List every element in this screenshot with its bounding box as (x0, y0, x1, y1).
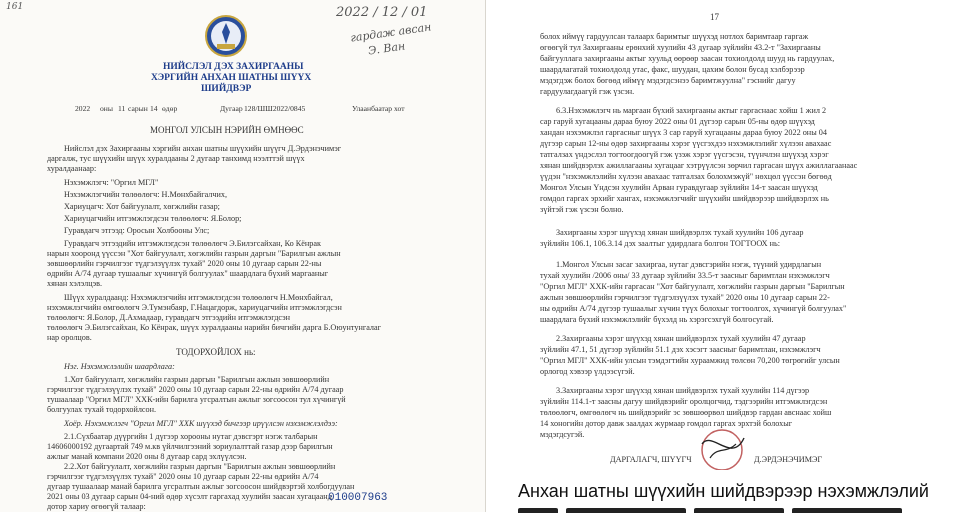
paragraph-line: Нийслэл дэх Захиргааны хэргийн анхан шатны шүүхийн шүүгч Д.Эрдэнэчимэг (64, 144, 342, 153)
paragraph-line: Гуравдагч этгээд: Оросын Холбооны Улс; (64, 226, 210, 235)
paragraph-line: 1.Монгол Улсын засаг захиргаа, нутаг дэвсгэрийн нэгж, түүний удирдлагын (556, 260, 822, 269)
paragraph-line: мэдэгдэж болох бөгөөд иймүү мэдэгдсэнээ баримтжуулна" гэснийг дагуу (540, 76, 796, 85)
handwritten-date: 2022 / 12 / 01 (336, 5, 428, 20)
claim-line: болгуулах тухай тодорхойлсон. (47, 405, 157, 414)
paragraph-line: шаардлага бүхий нэхэмжлэлийг бүхэлд нь хэрэгсэхгүй болгосугай. (540, 315, 774, 324)
date-month: 11 (118, 104, 126, 113)
paragraph-line: ажлын зөвшөөрлийн гэрчилгээг түдгэлзүүлэх тухай" 2020 оны 10 дугаар сарын 22- (540, 293, 830, 302)
paragraph-line: татгалзах үндэслэл тогтоогдоогүй гэж үзэж хэрэг үүсгэсэн, түүнчлэн шүүхэд хэрэг (540, 150, 829, 159)
claim-line: гэрчилгээг түдгэлзүүлэх тухай" 2020 оны 10 дугаар сарын 22-ны өдрийн А/74 дугаар (47, 385, 344, 394)
claim-line: 14606000192 дугаартай 749 м.кв үйлчилгээний зориулалттай газар дээр барилгын (47, 442, 333, 451)
paragraph-line: ны өдрийн А/74 дүгээр тушаалыг хүчин түүх болохыг тогтоолгох, хүчингүй болгуулах" (540, 304, 847, 313)
paragraph-line: шаардлагатай тохиолдолд утас, факс, шуудан, цахим болон бусад хэлбэрээр (540, 65, 805, 74)
number-label: Дугаар (220, 104, 243, 113)
paragraph-line: хандан нэхэмжлэл гаргасныг шүүх 3 сар гаруй хугацааны дараа буюу 2022 оны 04 (540, 128, 827, 137)
date-year-label: оны (100, 104, 113, 113)
paragraph-line: 14 хоногийн дотор давж заалдах журмаар гомдол гаргах эрхтэй болохыг (540, 419, 793, 428)
paragraph-line: нэхэмжлэгчийн өмгөөлөгч Э.Тумэнбаяр, Г.Нацагдорж, хариуцагчийн итгэмжлэгдсэн (47, 303, 342, 312)
court-name-line1: НИЙСЛЭЛ ДЭХ ЗАХИРГААНЫ (163, 62, 304, 72)
signature-role: ДАРГАЛАГЧ, ШҮҮГЧ (610, 455, 692, 464)
paragraph-line: 2.Захиргааны хэрэг шүүхэд хянан шийдвэрлэх тухай хуулийн 47 дугаар (556, 334, 806, 343)
paragraph-line: зөвшөөрлийн гэрчилгээг түдгэлзүүлэх тухай" 2020 оны 10 дугаар сарын 22-ны (47, 259, 322, 268)
paragraph-line: нарын хооронд үүссэн "Хот байгуулалт, хөгжлийн газрын даргын "Барилгын ажлын (47, 249, 341, 258)
date-day-label: өдөр (162, 104, 178, 113)
paragraph-line: нар оролцов. (47, 333, 92, 342)
paragraph-line: Захиргааны хэрэг шүүхэд хянан шийдвэрлэх тухай хуулийн 106 дугаар (556, 228, 804, 237)
claim-line: 1.Хот байгуулалт, хөгжлийн газрын даргын "Барилгын ажлын зөвшөөрлийн (64, 375, 330, 384)
right-document-page (492, 0, 960, 470)
state-emblem-icon (204, 14, 248, 58)
paragraph-line: төлөөлөгч: Я.Болор, Д.Ахмадаар, гуравдагч этгээдийн итгэмжлэгдсэн (47, 313, 291, 322)
paragraph-line: өгөөгүй тул Захиргааны ерөнхий хуулийн 43 дугаар зүйлийн 43.2-т "Захиргааны (540, 43, 821, 52)
paragraph-line: төлөөлөгч, өмгөөлөгч нь шийдвэрийг эс зөвшөөрвөл шийдвэр гардан авснаас хойш (540, 408, 832, 417)
paragraph-line: тухай хуулийн /2006 оны/ 33 дугаар зүйлийн 33.5-т заасныг баримтлан нэхэмжлэгч (540, 271, 830, 280)
paragraph-line: Монгол Улсын Үндсэн хуулийн Арван гуравдугаар зүйлийн 14-т заасан шүүхэд (540, 183, 818, 192)
subsection-title-2: Хоёр. Нэхэмжлэгч "Оргил МГЛ" ХХК шүүхэд бичгээр ирүүлсэн нэхэмжлэлдээ: (64, 419, 338, 428)
paragraph-line: зүйлийн 114.1-т заасны дагуу шийдвэрийг оролцогчид, тэдгээрийн итгэмжлэгдсэн (540, 397, 828, 406)
paragraph-line: даргалж, тус шүүхийн шүүх хуралдааны 2 дугаар танхимд нээлттэй шүүх (47, 154, 305, 163)
paragraph-line: Нэхэмжлэгч: "Оргил МГЛ" (64, 178, 159, 187)
paragraph-line: 3.Захиргааны хэрэг шүүхэд хянан шийдвэрлэх тухай хуулийн 114 дүгээр (556, 386, 810, 395)
paragraph-line: хянан хэлэлцэв. (47, 279, 103, 288)
date-month-label: сарын (128, 104, 148, 113)
caption-text: Анхан шатны шүүхийн шийдвэрээр нэхэмжлэлий (518, 481, 929, 501)
document-type: ШИЙДВЭР (201, 84, 252, 94)
claim-line: гэрчилгээг түдгэлзүүлэх тухай" 2020 оны 10 дугаар сарын 22-ны өдрийн А/74 (47, 472, 319, 481)
paragraph-line: зүйтэй гэж үзсэн болно. (540, 205, 624, 214)
paragraph-line: "Оргил МГЛ" ХХК-ийн улсын тэмдэгтийн хураамжид төлсөн 70,200 төгрөгийг улсын (540, 356, 840, 365)
paragraph-line: гардуулагдаагүй гэж үзсэн. (540, 87, 635, 96)
paragraph-line: үүдэн "нэхэмжлэлийн хүлээн авахаас татгалзах болохмэжүй" нөхцөл үүссэн бөгөөд (540, 172, 832, 181)
paragraph-line: мэдэгдсугэй. (540, 430, 585, 439)
paragraph-line: дүгээр сарын 12-ны өдөр захиргааны хэрэг үүсгэхдээ нэхэмжлэлийг хүлээн авахаас (540, 139, 832, 148)
paragraph-line: хянан шийдвэрлэх ажиллагааны хугацааг хэтрүүлсэн зөрчил гаргасан шүүх ажиллагаанаас (540, 161, 858, 170)
paragraph-line: Хариуцагчийн итгэмжлэгдсэн төлөөлөгч: Я.Болор; (64, 214, 242, 223)
claim-line: дотор хариу өгөөгүй талаар: (47, 502, 146, 511)
paragraph-line: Хариуцагч: Хот байгуулалт, хөгжлийн газар; (64, 202, 220, 211)
claim-line: дугаар тушаалаар манай барилга угсралтын ажлыг зогсоосон шийдвэртэй холбогдуулан (47, 482, 355, 491)
document-title: МОНГОЛ УЛСЫН НЭРИЙН ӨМНӨӨС (150, 125, 304, 135)
serial-number: 010007963 (328, 492, 388, 504)
paragraph-line: сар гаруй хугацааны дараа буюу 2022 оны 01 дүгээр сарын 05-ны өдөр шүүхэд (540, 117, 815, 126)
paragraph-line: Нэхэмжлэгчийн төлөөлөгч: Н.Мөнхбайгалчих, (64, 190, 228, 199)
claim-line: 2.2.Хот байгуулалт, хөгжлийн газрын даргын "Барилгын ажлын зөвшөөрлийн (64, 462, 336, 471)
paragraph-line: Гуравдагч этгээдийн итгэмжлэгдсэн төлөөлөгч Э.Билэгсайхан, Ко Кёнрак (64, 239, 321, 248)
paragraph-line: төлөөлөгч Э.Билэгсайхан, Ко Кёнрак, шүүх хуралдааны нарийн бичгийн дарга Б.Оюунтунгалаг (47, 323, 381, 332)
date-year: 2022 (75, 104, 91, 113)
decision-number: 128/ШШ2022/0845 (244, 104, 306, 113)
signature-name: Д.ЭРДЭНЭЧИМЭГ (754, 455, 823, 464)
date-day: 14 (150, 104, 158, 113)
paragraph-line: орлогод хэвээр үлдээсүгэй. (540, 367, 635, 376)
margin-number: 161 (6, 2, 24, 12)
paragraph-line: Шүүх хуралдаанд: Нэхэмжлэгчийн итгэмжлэгдсэн төлөөлөгч Н.Мөнхбайгал, (64, 293, 333, 302)
claim-line: 2.1.Сүхбаатар дүүргийн 1 дүгээр хорооны нутаг дэвсгэрт нэгж талбарын (64, 432, 318, 441)
section-title: ТОДОРХОЙЛОХ нь: (176, 347, 256, 357)
court-stamp-icon (692, 424, 752, 470)
paragraph-line: гомдол гаргах эрхийг хангах, нэхэмжлэгчийг шүүхийн шийдвэрээр шийдвэрлэх нь (540, 194, 829, 203)
paragraph-line: 6.3.Нэхэмжлэгч нь маргаан бүхий захиргааны актыг гаргаснаас хойш 1 жил 2 (556, 106, 827, 115)
claim-line: тушаалаар "Оргил МГЛ" ХХК-ийн барилга угсралтын ажлыг зогсоосон тул хүчингүй (47, 395, 346, 404)
paragraph-line: өдрийн А/74 дугаар тушаалыг хүчингүй болгуулах" шаардлага бүхий маргааныг (47, 269, 329, 278)
paragraph-line: зүйлийн 106.1, 106.3.14 дэх заалтыг удирдлага болгон ТОГТООХ нь: (540, 239, 780, 248)
subsection-title-1: Нэг. Нэхэмжлэлийн шаардлага: (64, 362, 175, 371)
paragraph-line: байгууллага захиргааны актыг хуульд өөрөөр заасан тохиолдолд шууд нь гардуулах, (540, 54, 835, 63)
page-number: 17 (710, 12, 719, 22)
claim-line: ажлыг манай компани 2020 оны 8 дугаар сард эхлүүлсэн. (47, 452, 247, 461)
city: Улаанбаатар хот (352, 104, 405, 113)
paragraph-line: болох иймүү гардуулсан талаарх баримтыг шүүхэд нотлох баримтаар гаргаж (540, 32, 809, 41)
paragraph-line: зүйлийн 47.1, 51 дүгээр зүйлийн 51.1 дэх хэсэгт заасныг баримтлан, нэхэмжлэгч (540, 345, 821, 354)
handwritten-signature: Э. Ван (367, 39, 406, 58)
handwritten-note: гардаж авсан (349, 20, 433, 45)
paragraph-line: хуралдаанаар: (47, 164, 97, 173)
court-name-line2: ХЭРГИЙН АНХАН ШАТНЫ ШҮҮХ (151, 73, 312, 83)
claim-line: 2021 оны 03 дугаар сарын 04-ний өдөр хүсэлт гаргахад хуулийн заасан хугацаанд (47, 492, 332, 501)
paragraph-line: "Оргил МГЛ" ХХК-ийн гаргасан "Хот байгуулалт, хөгжлийн газрын даргын "Барилгын (540, 282, 845, 291)
